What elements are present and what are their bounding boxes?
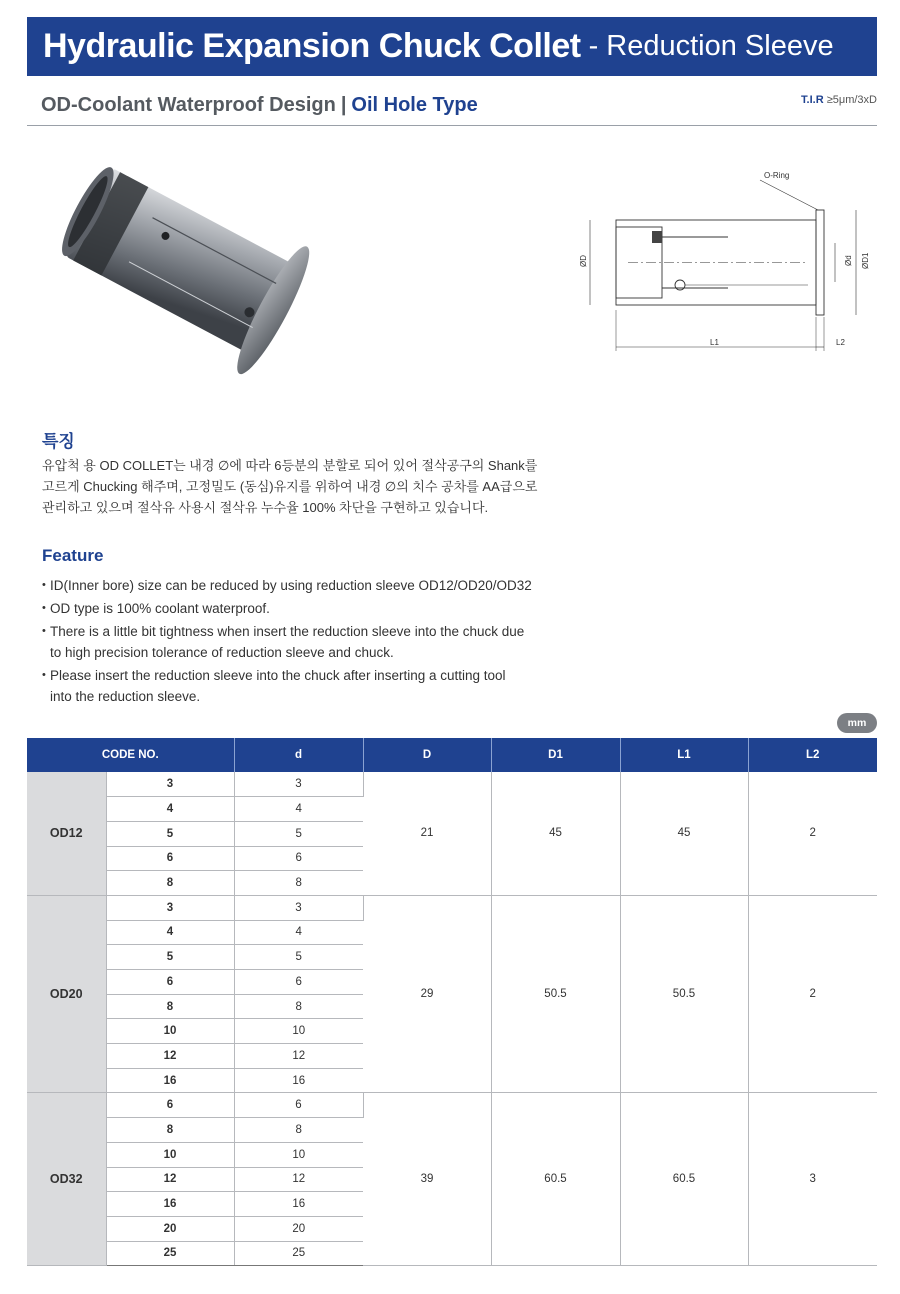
feature-text: • There is a little bit tightness when insert the reduction sleeve into the chuck due [50,624,525,639]
code-cell: 12 [106,1044,234,1069]
feature-item [42,665,572,707]
d-cell: 4 [234,920,363,945]
korean-line: 관리하고 있으며 절삭유 사용시 절삭유 누수율 100% 차단을 구현하고 있습니다. [42,500,489,515]
feature-item [42,598,572,619]
L1-cell: 50.5 [620,895,748,1093]
code-cell: 6 [106,1093,234,1118]
code-cell: 16 [106,1192,234,1217]
feature-section-title: Feature [42,546,104,565]
spec-table [27,738,877,1266]
korean-section-title: 특징 [42,432,75,451]
subtitle-type: Oil Hole Type [351,94,478,116]
header-code: CODE NO. [27,738,234,772]
d-cell: 6 [234,1093,363,1118]
code-cell: 5 [106,821,234,846]
table-header-row [27,738,877,772]
code-cell: 8 [106,871,234,896]
page-title-sub: - Reduction Sleeve [588,30,834,62]
d-cell: 12 [234,1167,363,1192]
subtitle-row [27,86,877,126]
d-cell: 8 [234,994,363,1019]
D1-cell: 50.5 [491,895,620,1093]
d-cell: 8 [234,1118,363,1143]
code-cell: 3 [106,772,234,797]
d-cell: 16 [234,1192,363,1217]
l2-label: L2 [836,338,845,347]
header-D: D [363,738,491,772]
d-cell: 5 [234,821,363,846]
od1-label: ØD1 [861,252,870,269]
product-photo [42,150,332,390]
spec-table-body [27,772,877,1266]
D-cell: 29 [363,895,491,1093]
D1-cell: 45 [491,772,620,895]
feature-text: • ID(Inner bore) size can be reduced by using reduction sleeve OD12/OD20/OD32 [50,578,532,593]
code-cell: 5 [106,945,234,970]
korean-line: 유압척 용 OD COLLET는 내경 ∅에 따라 6등분의 분할로 되어 있어 절삭공구의 Shank를 [42,458,538,473]
D1-cell: 60.5 [491,1093,620,1266]
subtitle-separator: | [340,94,347,116]
page-title: Hydraulic Expansion Chuck Collet [43,27,581,65]
code-cell: 8 [106,994,234,1019]
header-L1: L1 [620,738,748,772]
feature-text: to high precision tolerance of reduction sleeve and chuck. [50,645,394,660]
code-cell: 3 [106,895,234,920]
d-cell: 8 [234,871,363,896]
header-d: d [234,738,363,772]
code-cell: 6 [106,846,234,871]
l1-label: L1 [710,338,719,347]
group-code: OD20 [27,895,106,1093]
feature-text: into the reduction sleeve. [50,689,201,704]
D-cell: 21 [363,772,491,895]
subtitle-design: OD-Coolant Waterproof Design [41,94,336,116]
title-bar [27,17,877,76]
L1-cell: 45 [620,772,748,895]
tir-label: T.I.R [801,94,824,106]
tir-value: ≥5μm/3xD [826,94,877,106]
d-cell: 25 [234,1241,363,1266]
code-cell: 4 [106,920,234,945]
header-D1: D1 [491,738,620,772]
table-row [27,772,877,797]
table-row [27,1093,877,1118]
d-cell: 12 [234,1044,363,1069]
d-cell: 5 [234,945,363,970]
L2-cell: 3 [748,1093,877,1266]
code-cell: 25 [106,1241,234,1266]
d-cell: 10 [234,1019,363,1044]
d-cell: 10 [234,1142,363,1167]
d-cell: 20 [234,1216,363,1241]
code-cell: 6 [106,970,234,995]
L1-cell: 60.5 [620,1093,748,1266]
oring-label: O-Ring [764,171,790,180]
odd-label: Ød [844,255,853,266]
technical-drawing [568,165,880,365]
code-cell: 10 [106,1142,234,1167]
table-row [27,895,877,920]
d-cell: 6 [234,970,363,995]
header-L2: L2 [748,738,877,772]
d-cell: 16 [234,1068,363,1093]
code-cell: 4 [106,797,234,822]
feature-item [42,575,572,596]
code-cell: 20 [106,1216,234,1241]
code-cell: 8 [106,1118,234,1143]
feature-item [42,621,572,663]
L2-cell: 2 [748,772,877,895]
group-code: OD32 [27,1093,106,1266]
korean-description [42,455,562,518]
group-code: OD12 [27,772,106,895]
feature-text: • OD type is 100% coolant waterproof. [50,601,270,616]
unit-badge: mm [837,713,877,733]
d-cell: 6 [234,846,363,871]
D-cell: 39 [363,1093,491,1266]
od-label: ØD [579,255,588,267]
feature-list [42,575,572,709]
L2-cell: 2 [748,895,877,1093]
code-cell: 16 [106,1068,234,1093]
d-cell: 3 [234,895,363,920]
d-cell: 3 [234,772,363,797]
feature-text: • Please insert the reduction sleeve into the chuck after inserting a cutting tool [50,668,506,683]
d-cell: 4 [234,797,363,822]
code-cell: 10 [106,1019,234,1044]
tir-spec [801,94,877,106]
code-cell: 12 [106,1167,234,1192]
korean-line: 고르게 Chucking 해주며, 고정밀도 (동심)유지를 위하여 내경 ∅의 치수 공차를 AA급으로 [42,479,538,494]
